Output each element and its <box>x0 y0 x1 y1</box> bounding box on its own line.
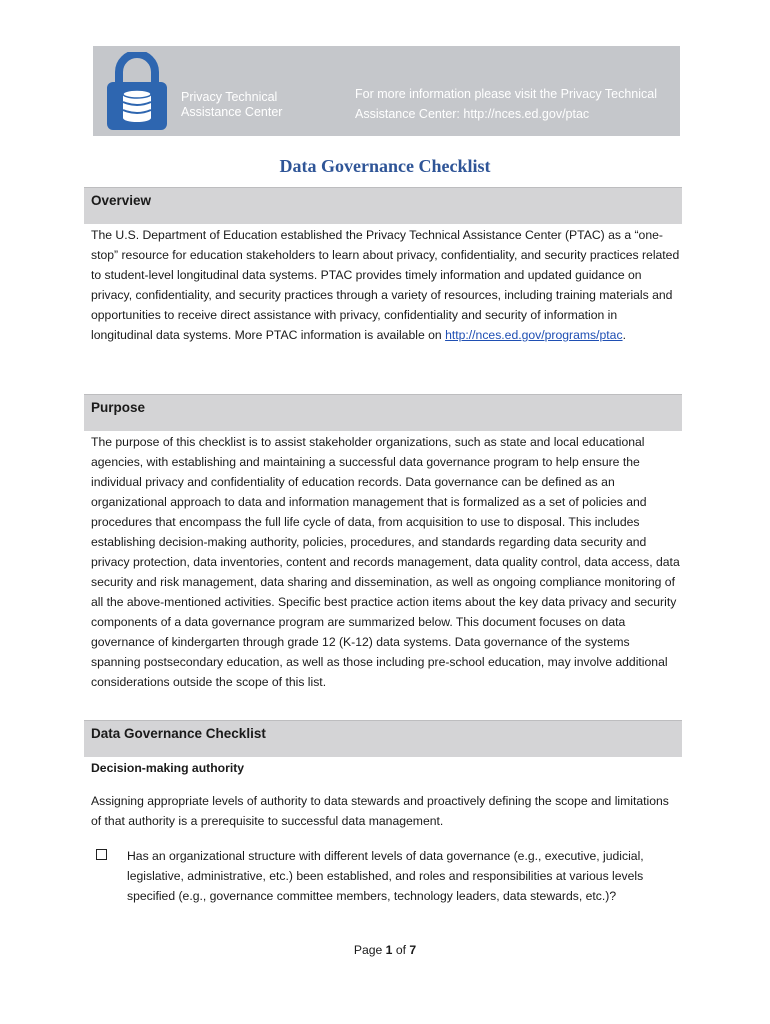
section-title-purpose: Purpose <box>91 400 146 415</box>
banner-info-line-2 <box>355 104 675 124</box>
ptac-link[interactable]: http://nces.ed.gov/ptac <box>463 107 590 121</box>
org-name-line-2: Assistance Center <box>181 105 283 119</box>
banner-info-line-1: For more information please visit the Privacy Technical <box>355 87 657 101</box>
total-pages: 7 <box>409 943 417 957</box>
ptac-programs-link[interactable]: http://nces.ed.gov/programs/ptac <box>445 328 623 342</box>
page-word: Page <box>353 943 383 957</box>
padlock-database-icon <box>105 52 169 132</box>
overview-text: The U.S. Department of Education established the Privacy Technical Assistance Center (PTAC) as a “one-stop” resource for education stakeholders to learn about privacy, confidentiality, and security practices related to student-level longitudinal data systems. PTAC provides timely information and updated guidance on privacy, confidentiality, and security practices through a variety of resources, including training materials and opportunities to receive direct assistance with privacy, confidentiality and security of information in longitudinal data systems. More PTAC information is available on <box>91 228 680 342</box>
org-name-line-1: Privacy Technical <box>181 90 278 104</box>
banner-info-prefix: Assistance Center: <box>355 107 464 121</box>
checkbox-icon[interactable] <box>96 849 107 860</box>
header-banner <box>93 46 680 136</box>
section-header-checklist <box>84 720 682 757</box>
org-name <box>181 90 341 120</box>
section-header-overview <box>84 187 682 224</box>
document-title: Data Governance Checklist <box>279 156 491 176</box>
section-title-overview: Overview <box>91 193 152 208</box>
section-title-checklist: Data Governance Checklist <box>91 726 266 741</box>
section-header-purpose <box>84 394 682 431</box>
purpose-paragraph: The purpose of this checklist is to assist stakeholder organizations, such as state and local educational agencies, with establishing and maintaining a successful data governance program to help ensure the individual privacy and confidentiality of education records. Data governance can be defined as an organizational approach to data and information management that is formalized as a set of policies and procedures that encompass the full life cycle of data, from acquisition to use to disposal. This includes establishing decision-making authority, policies, procedures, and standards regarding data security and privacy protection, data inventories, content and records management, data quality control, data access, data security and risk management, data sharing and dissemination, as well as ongoing compliance monitoring of all the above-mentioned activities. Specific best practice action items about the key data privacy and security components of a data governance program are summarized below. This document focuses on data governance of kindergarten through grade 12 (K-12) data systems. Data governance of the systems spanning postsecondary education, as well as those including pre-school education, may involve additional considerations outside the scope of this list. <box>91 435 680 689</box>
checklist-item-text: Has an organizational structure with different levels of data governance (e.g., executive, judicial, legislative, administrative, etc.) been established, and roles and responsibilities at various levels specified (e.g., governance committee members, technology leaders, data stewards, etc.)? <box>127 849 644 903</box>
decision-making-intro: Assigning appropriate levels of authority to data stewards and proactively defining the scope and limitations of that authority is a prerequisite to successful data management. <box>91 794 669 828</box>
overview-paragraph <box>91 225 681 345</box>
of-word: of <box>395 943 407 957</box>
banner-info <box>355 84 675 124</box>
page-number <box>0 943 770 957</box>
current-page: 1 <box>385 943 393 957</box>
overview-link-suffix: . <box>622 328 626 342</box>
subheading-decision-making: Decision-making authority <box>91 761 245 775</box>
